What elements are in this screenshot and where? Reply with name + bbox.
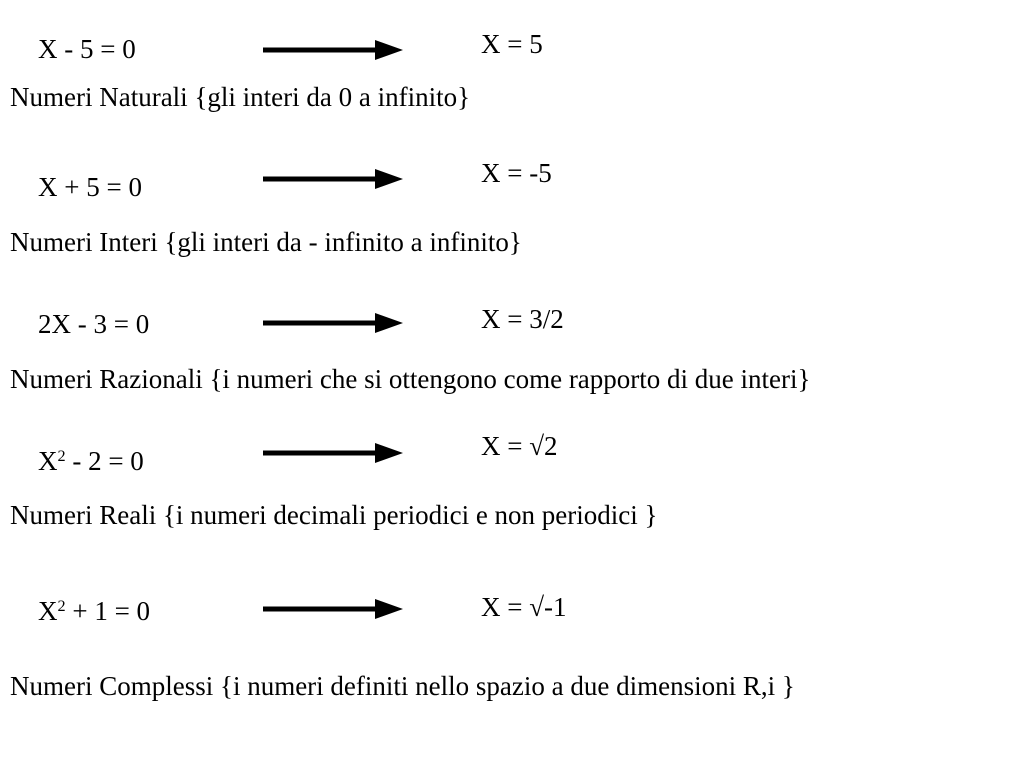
equation-4-base: X	[38, 446, 58, 476]
category-complessi: Numeri Complessi {i numeri definiti nello spazio a due dimensioni R,i }	[10, 671, 795, 701]
category-reali: Numeri Reali {i numeri decimali periodici e non periodici }	[10, 500, 658, 530]
equation-5	[38, 598, 150, 625]
solution-3: X = 3/2	[481, 304, 564, 334]
solution-5: X = √-1	[481, 592, 567, 622]
equation-4	[38, 448, 144, 475]
equation-4-rest: - 2 = 0	[65, 446, 144, 476]
category-razionali: Numeri Razionali {i numeri che si ottengono come rapporto di due interi}	[10, 364, 811, 394]
equation-5-rest: + 1 = 0	[65, 596, 151, 626]
category-naturali: Numeri Naturali {gli interi da 0 a infinito}	[10, 82, 471, 112]
solution-4: X = √2	[481, 431, 558, 461]
equation-4-exponent: 2	[57, 447, 66, 466]
solution-1: X = 5	[481, 29, 543, 59]
solution-2: X = -5	[481, 158, 552, 188]
right-arrow-icon	[263, 599, 403, 619]
equation-5-exponent: 2	[57, 597, 66, 616]
equation-3: 2X - 3 = 0	[38, 309, 150, 339]
category-interi: Numeri Interi {gli interi da - infinito a infinito}	[10, 227, 522, 257]
equation-5-base: X	[38, 596, 58, 626]
right-arrow-icon	[263, 313, 403, 333]
right-arrow-icon	[263, 40, 403, 60]
equation-1: X - 5 = 0	[38, 34, 136, 64]
right-arrow-icon	[263, 443, 403, 463]
right-arrow-icon	[263, 169, 403, 189]
equation-2: X + 5 = 0	[38, 172, 142, 202]
